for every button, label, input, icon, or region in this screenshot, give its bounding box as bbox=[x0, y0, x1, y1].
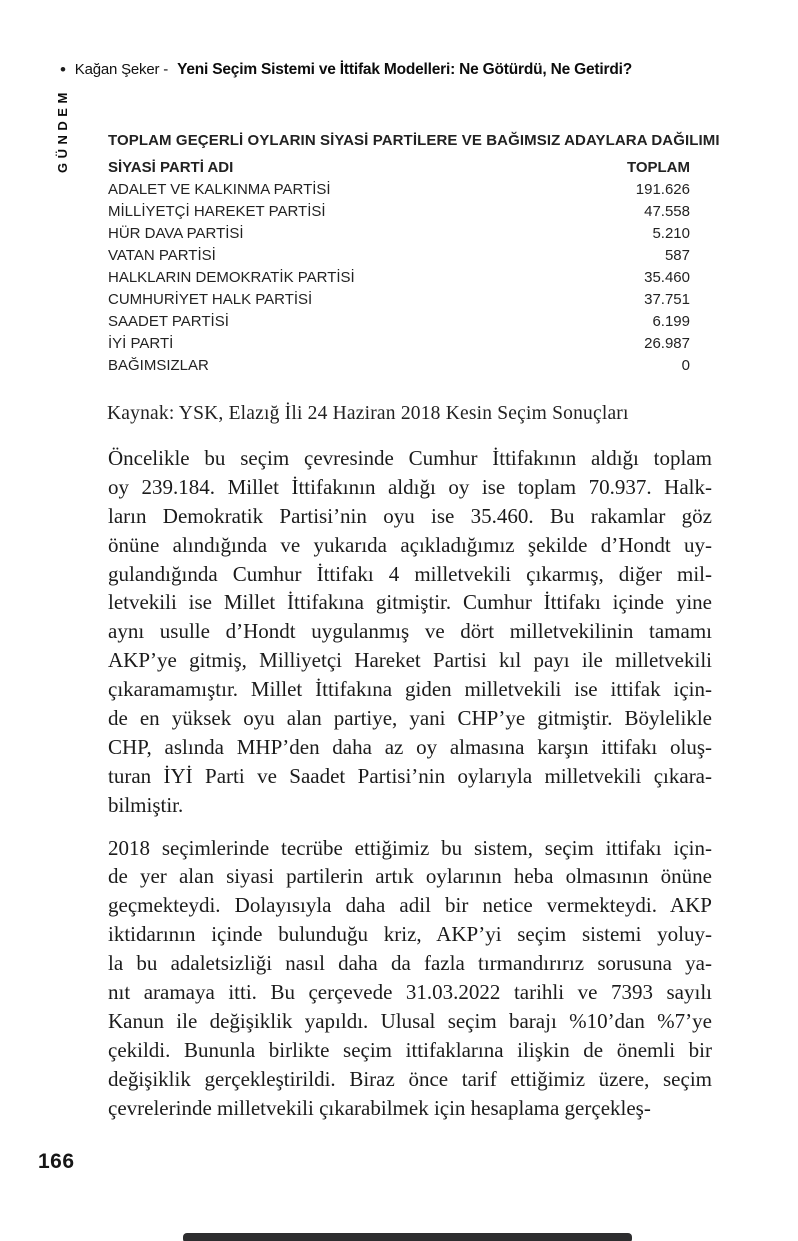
text-line: la bu adaletsizliği nasıl daha da fazla tırmandırırız sorusuna ya- bbox=[108, 951, 712, 976]
column-header-total: TOPLAM bbox=[626, 159, 690, 176]
text-line: önüne alındığında ve yukarıda açıkladığımız şekilde d’Hondt uy- bbox=[108, 532, 712, 557]
text-line: Kanun ile değişiklik yapıldı. Ulusal seçim barajı %10’dan %7’ye bbox=[108, 1008, 712, 1033]
bottom-gesture-bar bbox=[183, 1233, 632, 1241]
party-name-cell: CUMHURİYET HALK PARTİSİ bbox=[108, 291, 313, 308]
party-total-cell: 0 bbox=[681, 357, 690, 374]
party-total-cell: 47.558 bbox=[644, 203, 690, 220]
paragraph-2 bbox=[108, 834, 712, 1123]
table-row bbox=[108, 179, 690, 201]
table-row bbox=[108, 355, 690, 377]
section-label-vertical: GÜNDEM bbox=[55, 88, 70, 173]
text-line: bilmiştir. bbox=[108, 792, 184, 817]
party-name-cell: VATAN PARTİSİ bbox=[108, 247, 216, 264]
text-line: çıkaramamıştır. Millet İttifakına giden milletvekili ise ittifak için- bbox=[108, 677, 712, 702]
party-name-cell: SAADET PARTİSİ bbox=[108, 313, 229, 330]
table-body bbox=[108, 179, 690, 377]
text-line: iktidarının içinde bulunduğu kriz, AKP’yi seçim sistemi yoluy- bbox=[108, 922, 712, 947]
party-name-cell: BAĞIMSIZLAR bbox=[108, 357, 209, 374]
table-row bbox=[108, 201, 690, 223]
text-line: turan İYİ Parti ve Saadet Partisi’nin oylarıyla milletvekili çıkara- bbox=[108, 763, 712, 788]
party-name-cell: ADALET VE KALKINMA PARTİSİ bbox=[108, 181, 331, 198]
table-row bbox=[108, 333, 690, 355]
text-line: de yer alan siyasi partilerin artık oylarının heba olmasının önüne bbox=[108, 864, 712, 889]
table-row bbox=[108, 289, 690, 311]
header-chapter-title: Yeni Seçim Sistemi ve İttifak Modelleri: Ne Götürdü, Ne Getirdi? bbox=[177, 61, 632, 78]
page-number: 166 bbox=[38, 1150, 75, 1173]
party-total-cell: 35.460 bbox=[644, 269, 690, 286]
table-title: TOPLAM GEÇERLİ OYLARIN SİYASİ PARTİLERE VE BAĞIMSIZ ADAYLARA DAĞILIMI bbox=[108, 132, 720, 149]
text-line: çekildi. Bununla birlikte seçim ittifaklarına ilişkin de önemli bir bbox=[108, 1037, 712, 1062]
party-name-cell: HÜR DAVA PARTİSİ bbox=[108, 225, 244, 242]
party-total-cell: 26.987 bbox=[644, 335, 690, 352]
text-line: değişiklik gerçekleştirildi. Biraz önce tarif ettiğimiz üzere, seçim bbox=[108, 1066, 712, 1091]
text-line: letvekili ise Millet İttifakına gitmiştir. Cumhur İttifakı içinde yine bbox=[108, 590, 712, 615]
source-caption: Kaynak: YSK, Elazığ İli 24 Haziran 2018 Kesin Seçim Sonuçları bbox=[107, 403, 629, 424]
text-line: geçmekteydi. Dolayısıyla daha adil bir netice vermekteydi. AKP bbox=[108, 893, 712, 918]
text-line: gulandığında Cumhur İttifakı 4 milletvekili çıkarmış, diğer mil- bbox=[108, 561, 712, 586]
table-header-row bbox=[108, 157, 690, 179]
party-name-cell: HALKLARIN DEMOKRATİK PARTİSİ bbox=[108, 269, 355, 286]
body-text bbox=[108, 444, 712, 1122]
text-line: AKP’ye gitmiş, Milliyetçi Hareket Partisi kıl payı ile milletvekili bbox=[108, 648, 712, 673]
party-name-cell: MİLLİYETÇİ HAREKET PARTİSİ bbox=[108, 203, 326, 220]
party-name-cell: İYİ PARTİ bbox=[108, 335, 174, 352]
page-header bbox=[60, 60, 758, 79]
text-line: de en yüksek oyu alan partiye, yani CHP’ye gitmiştir. Böylelikle bbox=[108, 706, 712, 731]
party-total-cell: 191.626 bbox=[635, 181, 690, 198]
paragraph-1 bbox=[108, 444, 712, 820]
party-total-cell: 5.210 bbox=[652, 225, 690, 242]
text-line: ların Demokratik Partisi’nin oyu ise 35.460. Bu rakamlar göz bbox=[108, 503, 712, 528]
text-line: Öncelikle bu seçim çevresinde Cumhur İttifakının aldığı toplam bbox=[108, 446, 712, 470]
text-line: oy 239.184. Millet İttifakının aldığı oy ise toplam 70.937. Halk- bbox=[108, 474, 712, 499]
column-header-party-name: SİYASİ PARTİ ADI bbox=[108, 159, 234, 176]
table-row bbox=[108, 311, 690, 333]
text-line: çevrelerinde milletvekili çıkarabilmek için hesaplama gerçekleş- bbox=[108, 1095, 651, 1120]
text-line: aynı usulle d’Hondt uygulanmış ve dört milletvekilinin tamamı bbox=[108, 619, 712, 644]
text-line: nıt aramaya itti. Bu çerçevede 31.03.2022 tarihli ve 7393 sayılı bbox=[108, 980, 712, 1005]
table-row bbox=[108, 245, 690, 267]
party-total-cell: 37.751 bbox=[644, 291, 690, 308]
party-total-cell: 587 bbox=[664, 247, 690, 264]
text-line: 2018 seçimlerinde tecrübe ettiğimiz bu sistem, seçim ittifakı için- bbox=[108, 835, 712, 860]
party-total-cell: 6.199 bbox=[652, 313, 690, 330]
election-results-table bbox=[108, 131, 720, 377]
text-line: CHP, aslında MHP’den daha az oy almasına karşın ittifakı oluş- bbox=[108, 734, 712, 759]
table-row bbox=[108, 267, 690, 289]
bullet-icon: • bbox=[60, 60, 66, 79]
header-author: Kağan Şeker - bbox=[74, 61, 169, 78]
table-row bbox=[108, 223, 690, 245]
